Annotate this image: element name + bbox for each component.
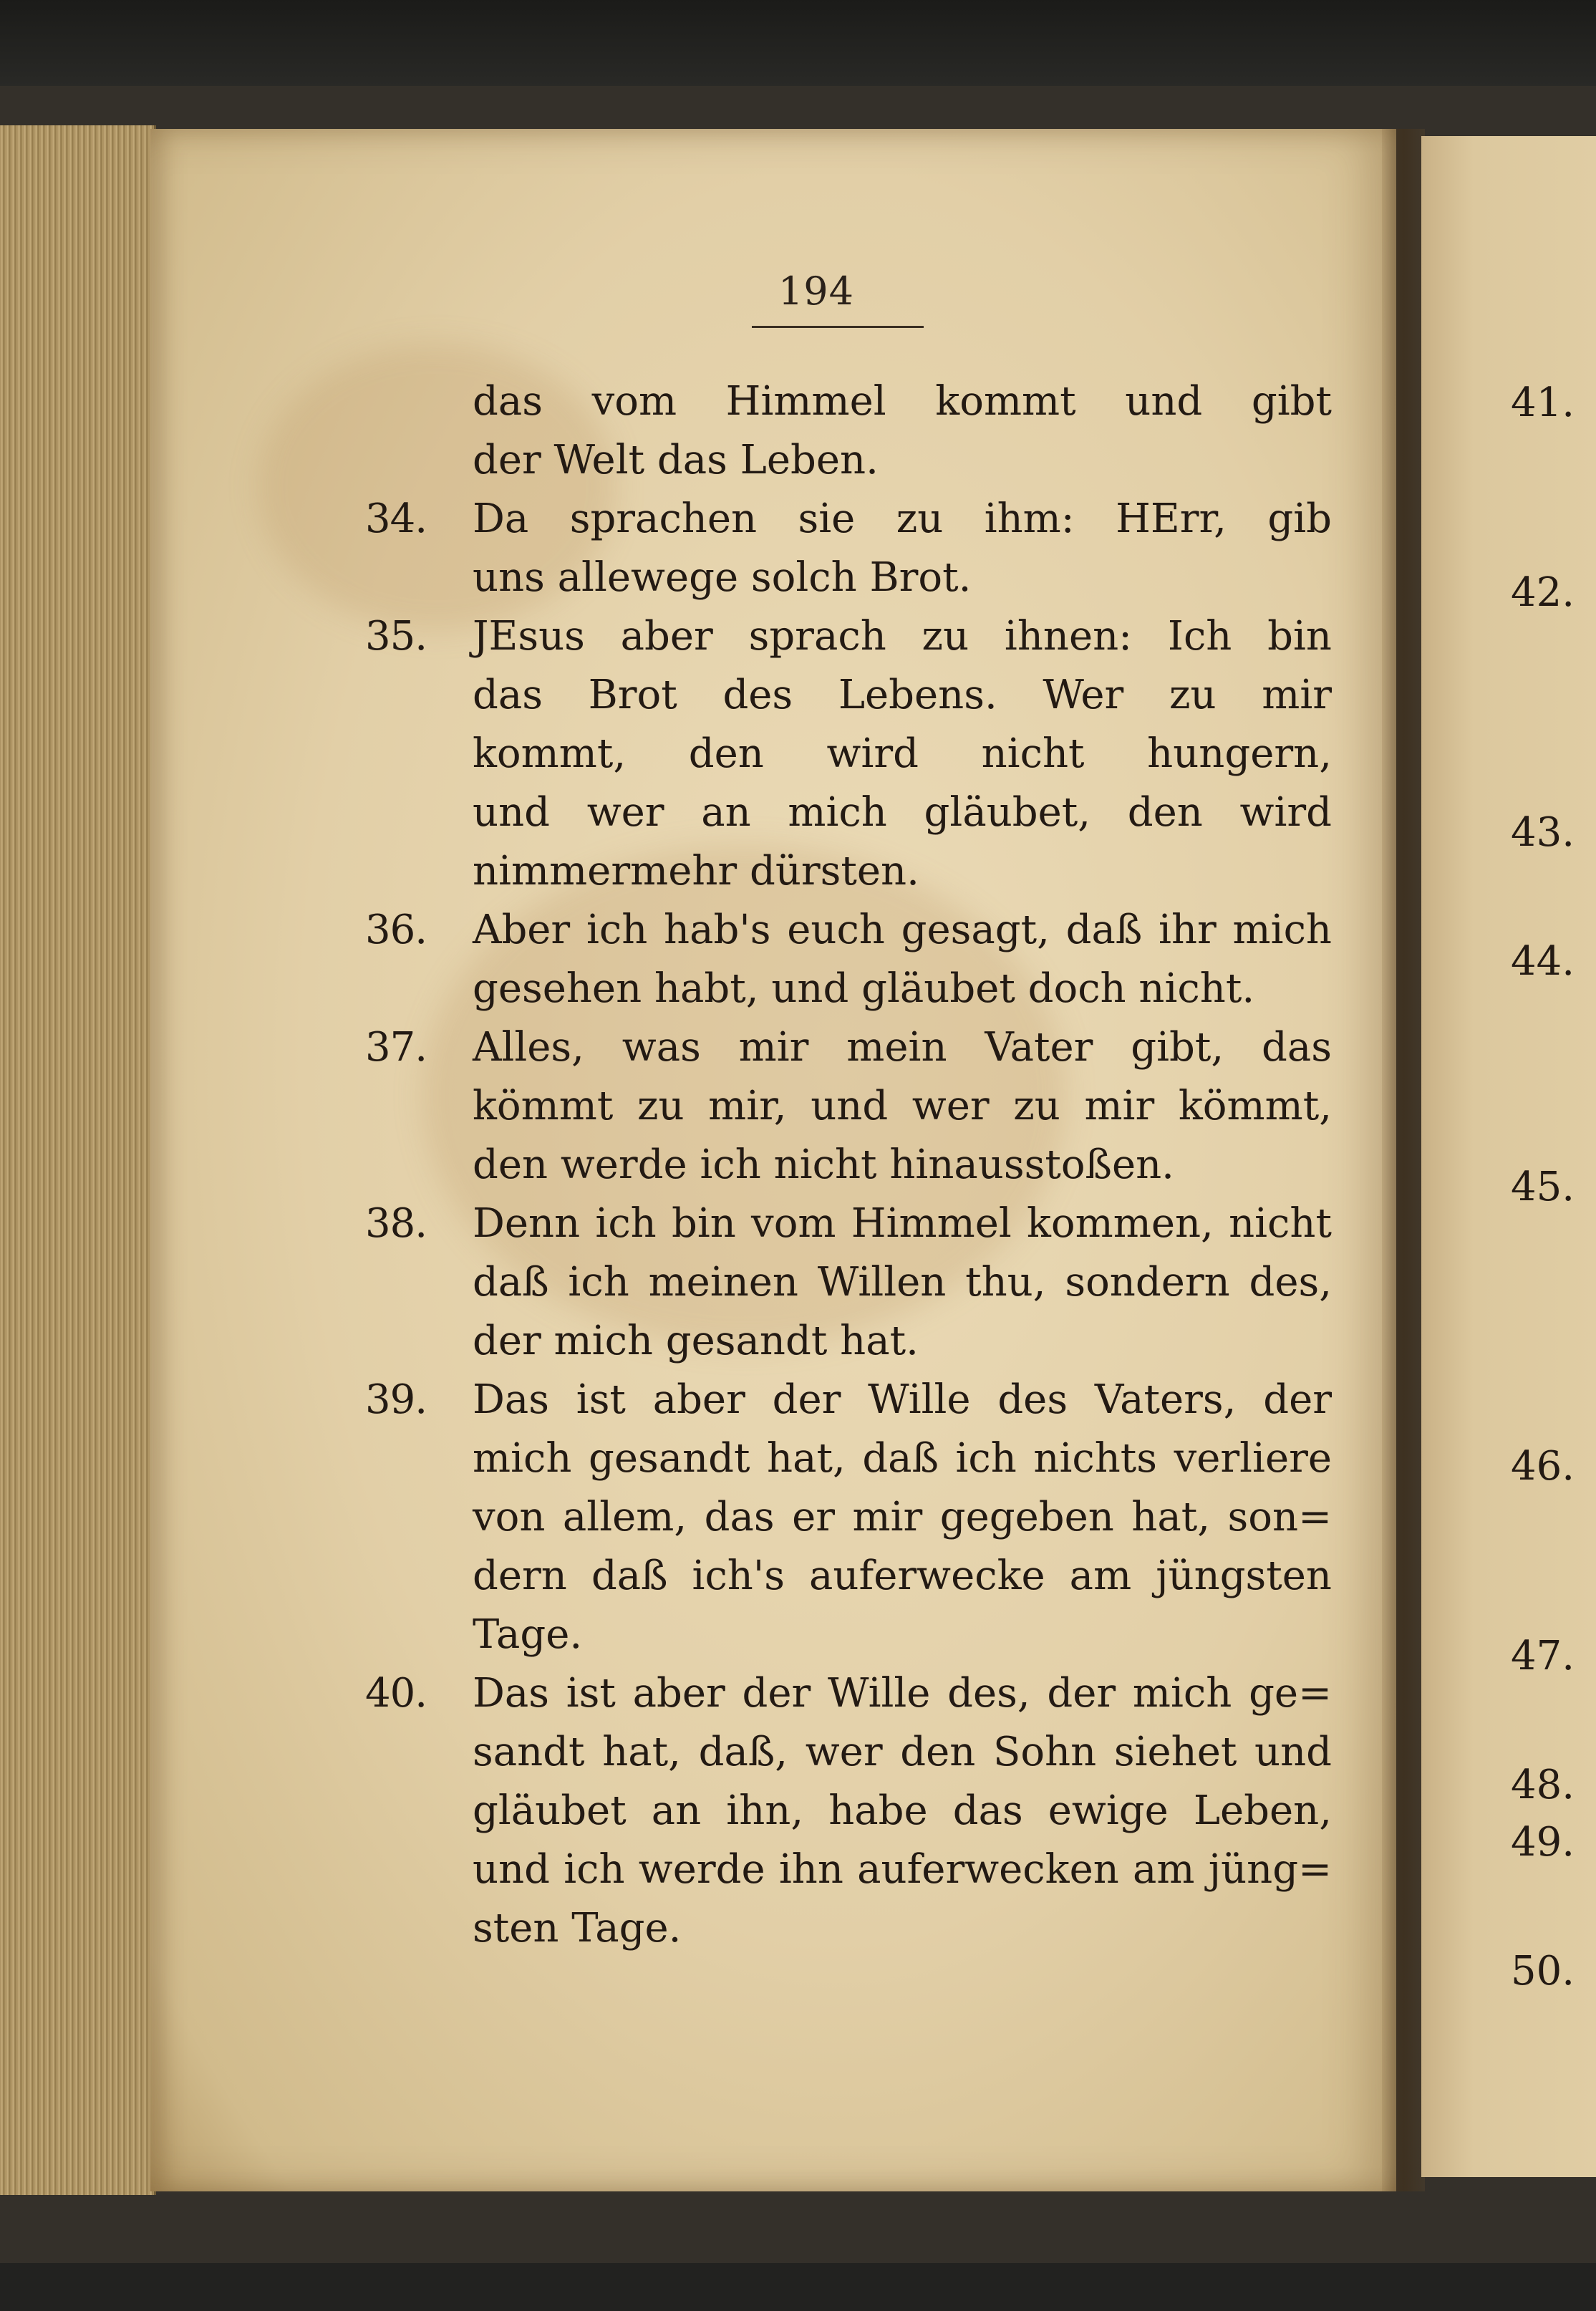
right-verse-number: 45. (1511, 1164, 1575, 1210)
text-line (358, 1723, 1332, 1782)
header-rule (752, 326, 924, 328)
text-line (358, 607, 1332, 666)
verse-line-text: daß ich meinen Willen thu, sondern des, (473, 1259, 1332, 1306)
verse-line-text: gläubet an ihn, habe das ewige Leben, (473, 1787, 1332, 1834)
right-verse-number: 41. (1511, 380, 1575, 426)
verse-line-text: sandt hat, daß, wer den Sohn siehet und (473, 1729, 1332, 1775)
text-line (358, 372, 1332, 431)
right-verse-number: 43. (1511, 809, 1575, 856)
verse-line-text: von allem, das er mir gegeben hat, son= (473, 1494, 1332, 1540)
text-line (358, 1606, 1332, 1664)
verse-number: 37. (365, 1024, 427, 1071)
verse-line-text: Das ist aber der Wille des Vaters, der (473, 1376, 1332, 1423)
verse-line-text: der mich gesandt hat. (473, 1318, 919, 1364)
verse-number: 35. (365, 613, 427, 660)
verse-line-text: Alles, was mir mein Vater gibt, das (473, 1024, 1332, 1071)
text-line (358, 1077, 1332, 1136)
verse-line-text: gesehen habt, und gläubet doch nicht. (473, 965, 1255, 1012)
text-line (358, 549, 1332, 607)
text-line (358, 842, 1332, 901)
text-line (358, 1488, 1332, 1547)
page-edges (0, 125, 156, 2195)
verse-number: 34. (365, 496, 427, 542)
text-line (358, 1136, 1332, 1195)
text-line (358, 783, 1332, 842)
verse-line-text: uns allewege solch Brot. (473, 554, 972, 601)
text-line (358, 1664, 1332, 1723)
text-line (358, 666, 1332, 725)
verse-line-text: nimmermehr dürsten. (473, 848, 919, 894)
verse-line-text: sten Tage. (473, 1905, 682, 1951)
text-line (358, 725, 1332, 783)
right-page-edge (1421, 136, 1596, 2177)
verse-line-text: JEsus aber sprach zu ihnen: Ich bin (473, 613, 1332, 660)
verse-number: 39. (365, 1376, 427, 1423)
page-number: 194 (778, 269, 855, 314)
verse-line-text: Tage. (473, 1611, 583, 1658)
verse-line-text: und wer an mich gläubet, den wird (473, 789, 1332, 836)
verse-line-text: Das ist aber der Wille des, der mich ge= (473, 1670, 1332, 1717)
right-verse-number: 50. (1511, 1948, 1575, 1994)
right-verse-number: 49. (1511, 1819, 1575, 1866)
verse-text-block (358, 372, 1332, 1958)
verse-line-text: mich gesandt hat, daß ich nichts verliere (473, 1435, 1332, 1482)
verse-line-text: der Welt das Leben. (473, 437, 879, 483)
text-line (358, 490, 1332, 549)
text-line (358, 1547, 1332, 1606)
verse-line-text: das Brot des Lebens. Wer zu mir (473, 672, 1332, 718)
text-line (358, 431, 1332, 490)
verse-line-text: Aber ich hab's euch gesagt, daß ihr mich (473, 907, 1332, 953)
verse-line-text: den werde ich nicht hinausstoßen. (473, 1142, 1174, 1188)
text-line (358, 1195, 1332, 1253)
text-line (358, 1018, 1332, 1077)
right-verse-number: 46. (1511, 1443, 1575, 1490)
verse-line-text: das vom Himmel kommt und gibt (473, 378, 1332, 425)
right-verse-number: 47. (1511, 1633, 1575, 1679)
verse-line-text: kommt, den wird nicht hungern, (473, 730, 1332, 777)
text-line (358, 1782, 1332, 1840)
verse-number: 38. (365, 1200, 427, 1247)
verse-line-text: Da sprachen sie zu ihm: HErr, gib (473, 496, 1332, 542)
verse-number: 40. (365, 1670, 427, 1717)
verse-line-text: kömmt zu mir, und wer zu mir kömmt, (473, 1083, 1332, 1129)
right-verse-number: 48. (1511, 1762, 1575, 1808)
right-verse-number: 42. (1511, 569, 1575, 616)
right-verse-number: 44. (1511, 938, 1575, 985)
verse-line-text: und ich werde ihn auferwecken am jüng= (473, 1846, 1332, 1893)
text-line (358, 1840, 1332, 1899)
text-line (358, 960, 1332, 1018)
verse-line-text: dern daß ich's auferwecke am jüngsten (473, 1553, 1332, 1599)
text-line (358, 1371, 1332, 1429)
text-line (358, 1429, 1332, 1488)
text-line (358, 1899, 1332, 1958)
text-line (358, 1253, 1332, 1312)
verse-number: 36. (365, 907, 427, 953)
text-line (358, 1312, 1332, 1371)
verse-line-text: Denn ich bin vom Himmel kommen, nicht (473, 1200, 1332, 1247)
text-line (358, 901, 1332, 960)
book-gutter (1382, 129, 1425, 2191)
